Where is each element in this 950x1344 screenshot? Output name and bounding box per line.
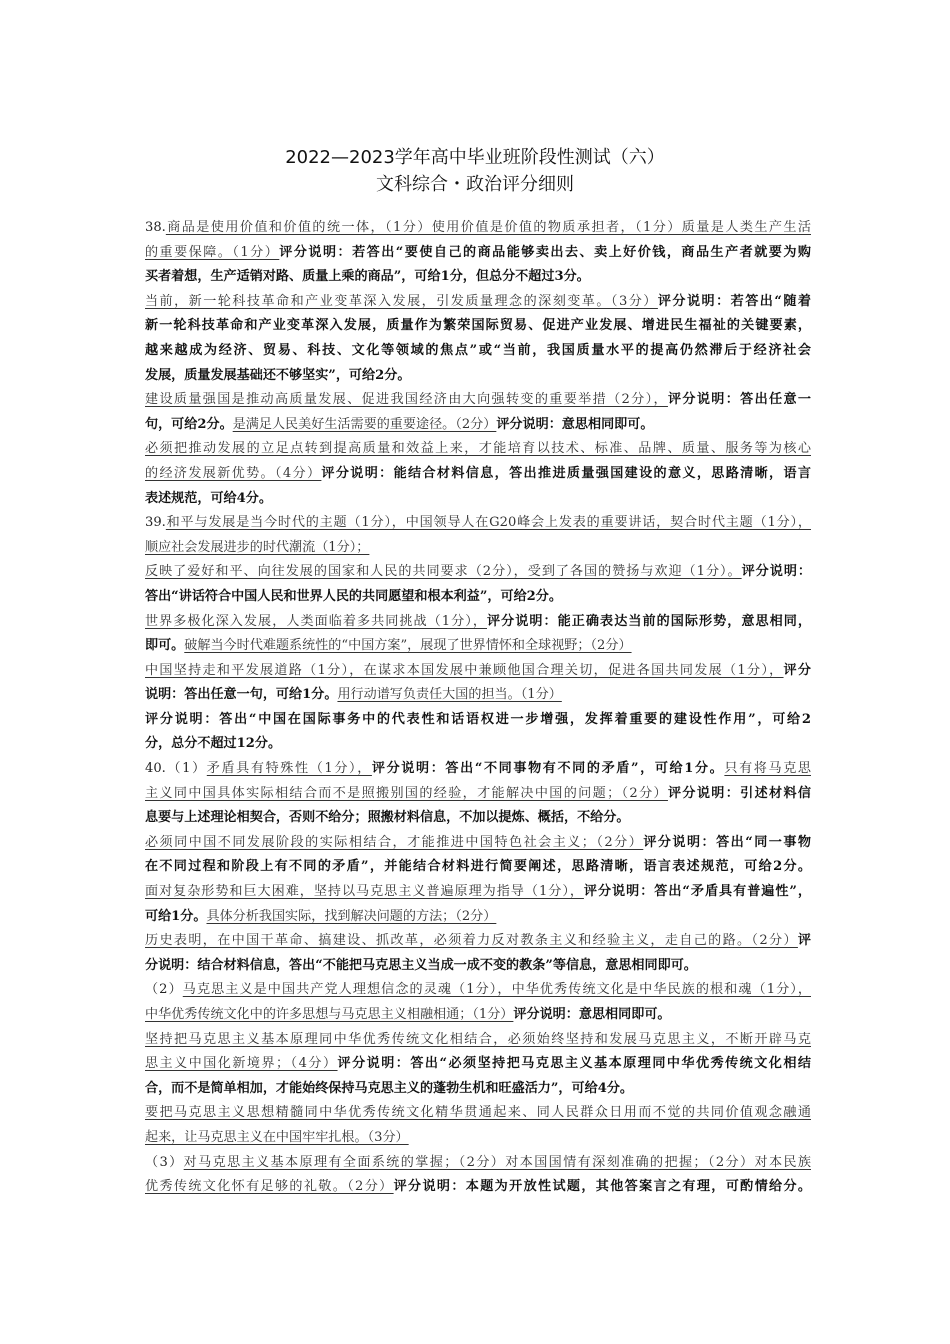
text-line [145, 905, 811, 930]
answer-point: 具体分析我国实际，找到解决问题的方法；（2分） [206, 908, 497, 924]
answer-point: 对马克思主义基本原理有全面系统的掌握；（2分）对本国国情有深刻准确的把握；（2分）对本民族 [183, 1154, 811, 1170]
answer-point: 坚持把马克思主义基本原理同中华优秀传统文化相结合，必须始终坚持和发展马克思主义，不断开辟马克 [145, 1031, 811, 1047]
document-subtitle: 文科综合・政治评分细则 [376, 174, 574, 195]
text-line [145, 290, 811, 315]
text-line [145, 978, 811, 1003]
scoring-note: 新一轮科技革命和产业变革深入发展，质量作为繁荣国际贸易、促进产业发展、增进民生福祉的关键要素， [145, 318, 811, 334]
text-line [145, 954, 811, 979]
answer-point: 中国坚持走和平发展道路（1分），在谋求本国发展中兼顾他国合理关切，促进各国共同发展（1分）， [145, 662, 784, 678]
answer-point: 当前，新一轮科技革命和产业变革深入发展，引发质量理念的深刻变革。（3分） [145, 293, 658, 309]
answer-point: 反映了爱好和平、向往发展的国家和人民的共同要求（2分），受到了各国的赞扬与欢迎（1分）。 [145, 564, 742, 580]
scoring-note: 评分说明：意思相同即可。 [513, 1007, 671, 1022]
answer-point: 面对复杂形势和巨大困难，坚持以马克思主义普遍原理为指导（1分）， [145, 884, 584, 900]
scoring-note: 评分说明：意思相同即可。 [496, 416, 654, 432]
answer-point: 建设质量强国是推动高质量发展、促进我国经济由大向强转变的重要举措（2分）， [145, 392, 668, 408]
answer-point: 是满足人民美好生活需要的重要途径。（2分） [232, 416, 497, 432]
question-number: （3） [145, 1154, 184, 1170]
question-number: 40.（1） [145, 761, 207, 777]
answer-point: 破解当今时代难题系统性的“中国方案”，展现了世界情怀和全球视野；（2分） [184, 638, 632, 654]
text-line [145, 708, 811, 733]
text-line [145, 1052, 811, 1077]
scoring-note: 评分说明：答出任意一 [667, 392, 811, 408]
question-number: 38. [145, 220, 166, 235]
answer-point: 和平与发展是当今时代的主题（1分），中国领导人在G20峰会上发表的重要讲话，契合时代主题（1分）， [165, 515, 811, 531]
answer-point: 起来，让马克思主义在中国牢牢扎根。（3分） [145, 1129, 409, 1145]
text-line [145, 511, 811, 536]
scoring-note: 评 [797, 933, 811, 949]
text-line [145, 831, 811, 856]
text-line [145, 1175, 811, 1200]
scoring-note: 评分说明：能结合材料信息，答出推进质量强国建设的意义，思路清晰，语言 [321, 465, 811, 481]
text-line [145, 1028, 811, 1053]
scoring-note: 分说明：结合材料信息，答出“不能把马克思主义当成一成不变的教条”等信息，意思相同即可。 [145, 957, 697, 973]
scoring-note: 评分说明：能正确表达当前的国际形势，意思相同， [487, 613, 811, 629]
text-line [145, 1151, 811, 1176]
scoring-note: 评分说明：引述材料信 [667, 785, 811, 801]
text-line [145, 929, 811, 954]
text-line [145, 339, 811, 364]
scoring-note: 评分说明：答出“必须坚持把马克思主义基本原理同中华优秀传统文化相结 [337, 1056, 811, 1072]
text-line [145, 855, 811, 880]
scoring-note: 越来越成为经济、贸易、科技、文化等领域的焦点”或“当前，我国质量水平的提高仍然滞后于经济社会 [145, 342, 811, 358]
text-line [145, 1126, 811, 1151]
answer-point: 思主义中国化新境界；（4分） [145, 1056, 338, 1072]
text-line [145, 806, 811, 831]
answer-point: 中华优秀传统文化中的许多思想与马克思主义相融相通；（1分） [145, 1007, 514, 1022]
text-line [145, 659, 811, 684]
text-line [145, 560, 811, 585]
scoring-note: 说明：答出任意一句，可给1分。 [145, 687, 338, 703]
answer-point: 优秀传统文化怀有足够的礼敬。（2分） [145, 1179, 394, 1195]
scoring-note: 句，可给2分。 [145, 416, 233, 432]
question-number: （2） [145, 982, 183, 998]
text-line [145, 487, 811, 512]
scoring-note: 评分说明：答出“同一事物 [643, 834, 811, 850]
scoring-note: 买者着想，生产适销对路、质量上乘的商品”，可给1分，但总分不超过3分。 [145, 269, 590, 285]
text-line [145, 634, 811, 659]
answer-point: 只有将马克思 [724, 761, 811, 777]
text-line [145, 1101, 811, 1126]
scoring-note: 即可。 [145, 638, 185, 654]
answer-point: 必须同中国不同发展阶段的实际相结合，才能推进中国特色社会主义；（2分） [145, 834, 644, 850]
text-line [145, 585, 811, 610]
text-line [145, 610, 811, 635]
text-line [145, 462, 811, 487]
scoring-note: 评分说明：答出“矛盾具有普遍性”， [583, 884, 811, 900]
scoring-note: 表述规范，可给4分。 [145, 490, 272, 506]
scoring-note: 息要与上述理论相契合，否则不给分；照搬材料信息，不加以提炼、概括，不给分。 [145, 810, 630, 826]
answer-point: 商品是使用价值和价值的统一体，（1分）使用价值是价值的物质承担者，（1分）质量是人类生产生活 [165, 220, 811, 235]
answer-point: 要把马克思主义思想精髓同中华优秀传统文化精华贯通起来、同人民群众日用而不觉的共同价值观念融通 [145, 1105, 811, 1121]
text-line [145, 437, 811, 462]
question-number: 39. [145, 515, 166, 531]
scoring-note: 评分说明：答出“不同事物有不同的矛盾”，可给1分。 [371, 761, 725, 777]
answer-point: 历史表明，在中国干革命、搞建设、抓改革，必须着力反对教条主义和经验主义，走自己的路。（2分） [145, 933, 798, 949]
text-line [145, 265, 811, 290]
scoring-note: 评分说明：若答出“随着 [657, 293, 811, 309]
text-line [145, 314, 811, 339]
text-line [145, 364, 811, 389]
text-line [145, 683, 811, 708]
text-line [145, 241, 811, 266]
text-line [145, 1003, 811, 1028]
answer-point: 世界多极化深入发展，人类面临着多共同挑战（1分）， [145, 613, 487, 629]
document-title: 2022—2023学年高中毕业班阶段性测试（六） [285, 147, 665, 168]
scoring-note: 可给1分。 [145, 908, 207, 924]
answer-point: 顺应社会发展进步的时代潮流（1分）； [145, 539, 370, 555]
text-line [145, 782, 811, 807]
scoring-note: 发展，质量发展基础还不够坚实”，可给2分。 [145, 367, 411, 383]
text-line [145, 216, 811, 241]
answer-point: 主义同中国具体实际相结合而不是照搬别国的经验，才能解决中国的问题；（2分） [145, 785, 668, 801]
scoring-note: 合，而不是简单相加，才能始终保持马克思主义的蓬勃生机和旺盛活力”，可给4分。 [145, 1080, 634, 1096]
answer-point: 马克思主义是中国共产党人理想信念的灵魂（1分），中华优秀传统文化是中华民族的根和魂（1分）， [182, 982, 811, 998]
text-line [145, 536, 811, 561]
text-line [145, 388, 811, 413]
scoring-note: 评分说明：本题为开放性试题，其他答案言之有理，可酌情给分。 [393, 1179, 811, 1195]
answer-point: 必须把推动发展的立足点转到提高质量和效益上来，才能培育以技术、标准、品牌、质量、服务等为核心 [145, 441, 811, 457]
answer-point: 的经济发展新优势。（4分） [145, 465, 322, 481]
answer-point: 的重要保障。（1分） [145, 244, 280, 260]
text-line [145, 413, 811, 438]
scoring-note: 分，总分不超过12分。 [145, 736, 282, 752]
scoring-note: 评分说明：若答出“要使自己的商品能够卖出去、卖上好价钱，商品生产者就要为购 [279, 244, 811, 260]
scoring-rules-body [145, 216, 811, 1200]
text-line [145, 880, 811, 905]
answer-point: 矛盾具有特殊性（1分）， [206, 761, 372, 777]
text-line [145, 732, 811, 757]
scoring-note: 评分 [783, 662, 811, 678]
scoring-note: 评分说明：答出“中国在国际事务中的代表性和话语权进一步增强，发挥着重要的建设性作用”，可给2 [145, 711, 811, 727]
scoring-note: 评分说明： [741, 564, 811, 580]
scoring-note: 答出“讲话符合中国人民和世界人民的共同愿望和根本利益”，可给2分。 [145, 588, 562, 604]
text-line [145, 1077, 811, 1102]
scoring-note: 在不同过程和阶段上有不同的矛盾”，并能结合材料进行简要阐述，思路清晰，语言表述规范，可给2分。 [145, 859, 811, 875]
answer-point: 用行动谱写负责任大国的担当。（1分） [337, 687, 562, 703]
text-line [145, 757, 811, 782]
